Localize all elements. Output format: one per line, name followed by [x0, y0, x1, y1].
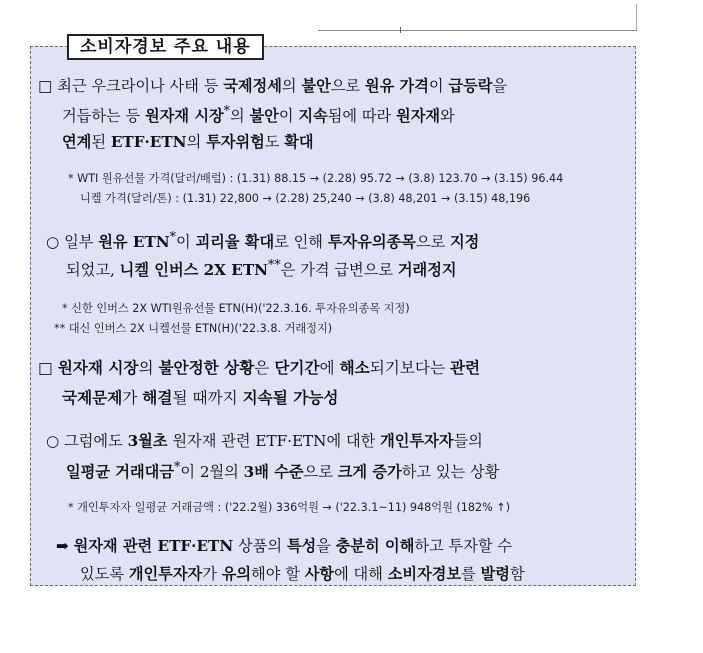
text: 그럼에도 [64, 432, 128, 450]
text-bold: 급등락 [448, 77, 493, 95]
text-bold: 관련 [449, 358, 481, 377]
text: 가 [202, 565, 222, 583]
text-bold: 원유 ETN [98, 233, 170, 252]
circle-bullet-icon: ○ [46, 233, 60, 252]
text-bold: 원자재 관련 ETF·ETN [73, 537, 234, 555]
text: 일부 [64, 233, 99, 252]
text-bold: 원자재 시장 [57, 358, 139, 377]
text: 원자재 관련 ETF·ETN에 대한 [167, 432, 381, 450]
text: 된 [91, 133, 111, 151]
right-arrow-icon: ➡ [56, 537, 69, 555]
text: 으로 [330, 77, 365, 95]
text-bold: 3배 수준 [243, 463, 304, 482]
top-frame-line [318, 4, 637, 31]
text: 로 인해 [274, 233, 328, 252]
text-bold: 지정 [450, 233, 480, 252]
p5-line-1 [56, 535, 512, 556]
text-bold: 개인투자자 [128, 565, 203, 583]
text: 가 [122, 389, 143, 407]
text: 하고 있는 상황 [401, 463, 500, 482]
p1-line-3 [62, 131, 314, 152]
text-bold: 특성 [286, 537, 317, 555]
text: 됨에 따라 [327, 107, 397, 126]
note-1-line-1: * WTI 원유선물 가격(달러/배럴) : (1.31) 88.15 → (2.28) 95.72 → (3.8) 123.70 → (3.15) 96.44 [68, 172, 564, 185]
text-bold: 소비자경보 [387, 565, 462, 583]
p3-line-2 [62, 386, 338, 408]
text: 거듭하는 등 [62, 107, 146, 126]
text-bold: 연계 [62, 133, 92, 151]
text-bold: 괴리율 확대 [195, 233, 275, 252]
footnote-mark: * [169, 229, 176, 244]
text-bold: 확대 [284, 133, 314, 151]
note-1-line-2: 니켈 가격(달러/톤) : (1.31) 22,800 → (2.28) 25,240 → (3.8) 48,201 → (3.15) 48,196 [80, 192, 531, 205]
p5-line-2 [80, 563, 525, 584]
text-bold: 국제정세 [223, 77, 282, 95]
text-bold: 해소 [339, 358, 370, 377]
text: 으로 [303, 463, 338, 482]
text-bold: 해결 [142, 388, 173, 407]
text: 되었고, [66, 261, 120, 280]
text-bold: 불안 [249, 107, 279, 126]
p2-line-1 [46, 229, 479, 252]
text-bold: 원자재 시장 [145, 107, 224, 126]
footnote-mark: ** [268, 257, 281, 272]
text-bold: 지속될 가능성 [242, 388, 339, 407]
text-bold: 일평균 거래대금 [66, 463, 174, 482]
p4-line-2 [66, 459, 499, 482]
text: 최근 우크라이나 사태 등 [57, 77, 224, 95]
square-bullet-icon: □ [38, 77, 53, 95]
text-bold: ETF·ETN [110, 133, 187, 151]
text: 와 [440, 107, 455, 126]
text-bold: 사항 [304, 565, 335, 583]
text-bold: 발령 [480, 565, 510, 583]
text-bold: 원자재 [396, 107, 441, 126]
text: 이 [428, 77, 449, 95]
text: 이 2월의 [180, 463, 244, 482]
text: 될 때까지 [172, 389, 243, 407]
text-bold: 단기간 [274, 358, 320, 377]
text: 상품의 [233, 537, 287, 555]
p3-line-1 [38, 356, 480, 378]
text-bold: 불안 [301, 77, 331, 95]
note-2-line-2: ** 대신 인버스 2X 니켈선물 ETN(H)('22.3.8. 거래정지) [54, 322, 333, 335]
text: 함 [509, 565, 525, 583]
text: 에 대해 [334, 565, 388, 583]
text: 있도록 [80, 565, 129, 583]
text-bold: 투자유의종목 [327, 233, 416, 252]
text: 이 [278, 107, 299, 126]
text-bold: 국제문제 [62, 388, 123, 407]
square-bullet-icon: □ [38, 359, 53, 377]
circle-bullet-icon: ○ [46, 432, 60, 450]
text-bold: 충분히 이해 [335, 537, 415, 555]
text: 를 [461, 565, 481, 583]
text-bold: 3월초 [127, 432, 168, 450]
text-bold: 불안정한 상황 [158, 358, 255, 377]
text: 은 가격 급변으로 [280, 261, 398, 280]
text-bold: 원유 가격 [364, 77, 429, 95]
text: 의 [186, 133, 207, 151]
text: 에 [319, 359, 340, 377]
text: 도 [264, 133, 285, 151]
top-frame-tick [400, 27, 401, 33]
text-bold: 지속 [298, 107, 328, 126]
section-heading: 소비자경보 주요 내용 [67, 34, 264, 60]
text-bold: 크게 증가 [337, 463, 402, 482]
text: 의 [230, 107, 250, 126]
text: 의 [281, 77, 302, 95]
text-bold: 니켈 인버스 2X ETN [119, 261, 269, 280]
text-bold: 투자위험 [206, 133, 265, 151]
note-2-line-1: * 신한 인버스 2X WTI원유선물 ETN(H)('22.3.16. 투자유의종목 지정) [62, 302, 410, 315]
p1-line-2 [62, 103, 455, 126]
text: 을 [492, 77, 508, 95]
footnote-mark: * [174, 459, 181, 474]
p4-line-1 [46, 430, 483, 451]
p2-line-2 [66, 257, 457, 280]
text: 되기보다는 [369, 359, 450, 377]
text-bold: 유의 [221, 565, 252, 583]
text: 하고 투자할 수 [414, 537, 513, 555]
text: 을 [316, 537, 336, 555]
text: 으로 [415, 233, 451, 252]
note-3-line-1: * 개인투자자 일평균 거래금액 : ('22.2월) 336억원 → ('22.3.1~11) 948억원 (182% ↑) [68, 501, 511, 514]
p1-line-1 [38, 75, 507, 96]
text: 해야 할 [251, 565, 305, 583]
text-bold: 거래정지 [397, 261, 457, 280]
text: 의 [138, 359, 159, 377]
text-bold: 개인투자자 [380, 432, 454, 450]
footnote-mark: * [223, 103, 230, 118]
text: 이 [175, 233, 196, 252]
text: 들의 [453, 432, 483, 450]
text: 은 [254, 359, 275, 377]
